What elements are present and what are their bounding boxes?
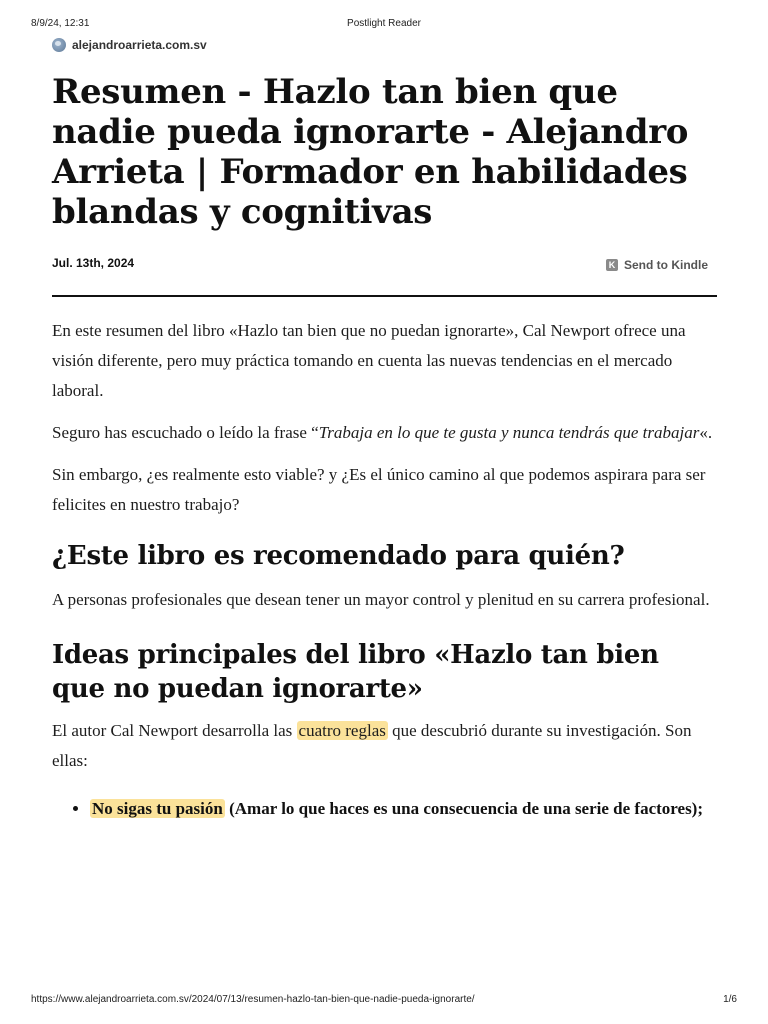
print-page-number: 1/6 [723,994,737,1005]
send-to-kindle-button[interactable] [606,258,708,272]
paragraph-quote-start: Seguro has escuchado o leído la frase “ [52,423,319,442]
paragraph-question: Sin embargo, ¿es realmente esto viable? y ¿Es el único camino al que podemos aspirara para ser felicites en nuestro trabajo? [52,465,706,514]
highlight-no-sigas: No sigas tu pasión [92,799,223,818]
heading-recommended: ¿Este libro es recomendado para quién? [52,541,625,571]
quote-text: Trabaja en lo que te gusta y nunca tendrás que trabajar [318,423,700,442]
paragraph-rules-end: que descubrió durante su investigación. Son ellas: [52,721,692,770]
print-app-title: Postlight Reader [347,18,421,29]
paragraph-rules [52,716,718,776]
article-meta [52,256,716,276]
highlight-cuatro-reglas: cuatro reglas [298,721,386,740]
paragraph-quote [52,418,718,448]
paragraph-rules-start: El autor Cal Newport desarrolla las [52,721,297,740]
kindle-icon: K [606,259,618,271]
article-body [52,316,718,824]
globe-icon [52,38,66,52]
send-to-kindle-label: Send to Kindle [624,258,708,272]
header-divider [52,295,717,297]
rules-list [52,794,718,824]
paragraph-quote-end: «. [699,423,713,442]
source-link[interactable] [52,36,207,54]
print-footer [0,994,768,1008]
heading-main-ideas: Ideas principales del libro «Hazlo tan bien que no puedan ignorarte» [52,640,659,704]
print-url: https://www.alejandroarrieta.com.sv/2024/07/13/resumen-hazlo-tan-bien-que-nadie-pueda-ignorarte/ [31,994,475,1005]
print-header [0,18,768,32]
list-item-text: (Amar lo que haces es una consecuencia de una serie de factores); [224,799,704,818]
article-date: Jul. 13th, 2024 [52,256,135,270]
paragraph-intro: En este resumen del libro «Hazlo tan bien que no puedan ignorarte», Cal Newport ofrece una visión diferente, pero muy práctica tomando en cuenta las nuevas tendencias en el mercado laboral. [52,321,686,400]
list-item [90,794,718,824]
print-datetime: 8/9/24, 12:31 [31,18,90,29]
paragraph-audience: A personas profesionales que desean tener un mayor control y plenitud en su carrera profesional. [52,590,710,609]
article-title: Resumen - Hazlo tan bien que nadie pueda ignorarte - Alejandro Arrieta | Formador en habilidades blandas y cognitivas [52,72,689,232]
source-domain: alejandroarrieta.com.sv [72,38,207,52]
